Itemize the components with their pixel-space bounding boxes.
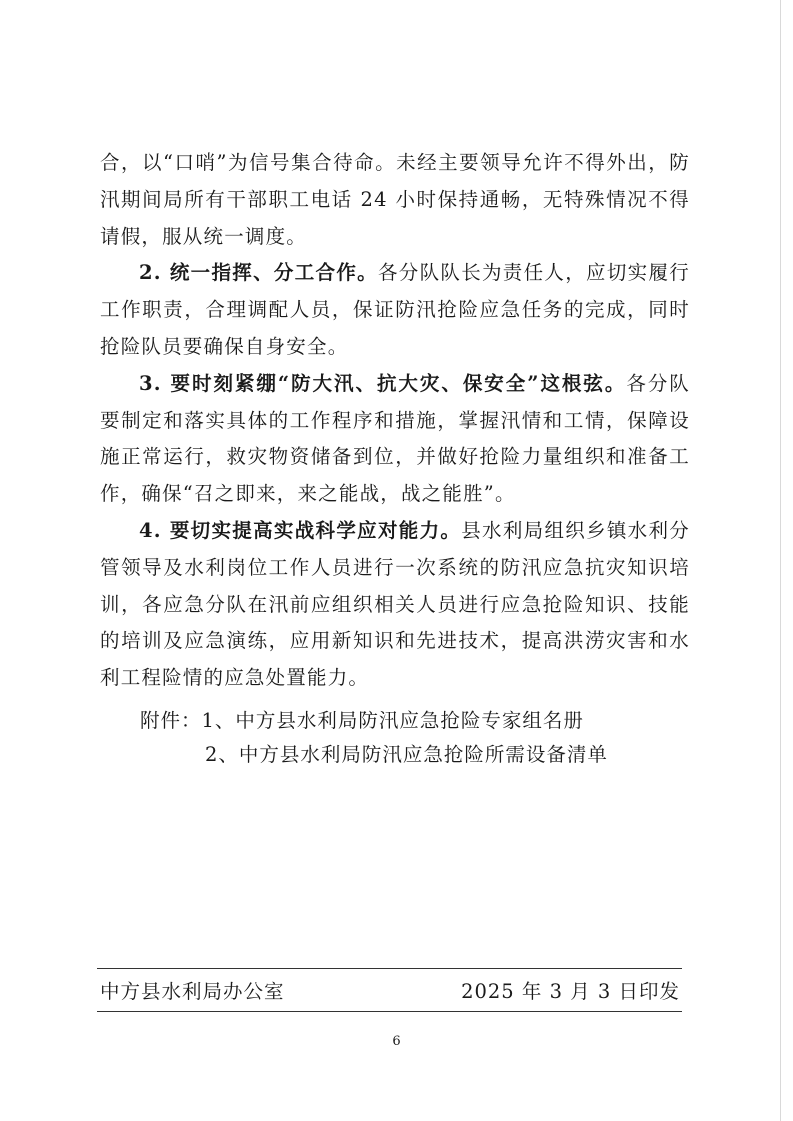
footer-issuer: 中方县水利局办公室: [100, 980, 285, 1003]
attachments-block: [140, 704, 608, 772]
paragraph-continued: 合，以“口哨”为信号集合待命。未经主要领导允许不得外出，防汛期间局所有干部职工电话 24 小时保持通畅，无特殊情况不得请假，服从统一调度。: [100, 151, 690, 248]
attachment-item-1: 1、中方县水利局防汛应急抢险专家组名册: [201, 709, 584, 732]
item-4-heading: 4. 要切实提高实战科学应对能力。: [139, 518, 462, 542]
page-number: 6: [392, 1034, 401, 1049]
paragraph-item-3: [100, 366, 690, 513]
footer-rule-bottom: [97, 1011, 682, 1012]
item-2-heading: 2. 统一指挥、分工合作。: [139, 261, 378, 285]
paragraph-item-2: [100, 255, 690, 365]
attachments-label: 附件：: [140, 709, 202, 732]
item-3-text: 各分队要制定和落实具体的工作程序和措施，掌握汛情和工情，保障设施正常运行，救灾物资储备到位，并做好抢险力量组织和准备工作，确保“召之即来，来之能战，战之能胜”。: [100, 371, 690, 506]
footer-date: 2025 年 3 月 3 日印发: [461, 980, 680, 1003]
footer: [100, 978, 680, 1006]
paragraph-item-4: [100, 513, 690, 697]
footer-rule-top: [97, 968, 682, 969]
attachment-row-2: [140, 738, 608, 772]
document-body: [100, 145, 690, 697]
attachment-item-2: 2、中方县水利局防汛应急抢险所需设备清单: [205, 743, 608, 766]
item-2-text: 各分队队长为责任人，应切实履行工作职责，合理调配人员，保证防汛抢险应急任务的完成，同时抢险队员要确保自身安全。: [100, 261, 690, 358]
scan-edge-line: [780, 0, 781, 1121]
item-4-text: 县水利局组织乡镇水利分管领导及水利岗位工作人员进行一次系统的防汛应急抗灾知识培训，各应急分队在汛前应组织相关人员进行应急抢险知识、技能的培训及应急演练，应用新知识和先进技术，提高洪涝灾害和水利工程险情的应急处置能力。: [100, 518, 691, 690]
item-3-heading: 3. 要时刻紧绷“防大汛、抗大灾、保安全”这根弦。: [139, 371, 627, 395]
attachment-row-1: [140, 704, 608, 738]
